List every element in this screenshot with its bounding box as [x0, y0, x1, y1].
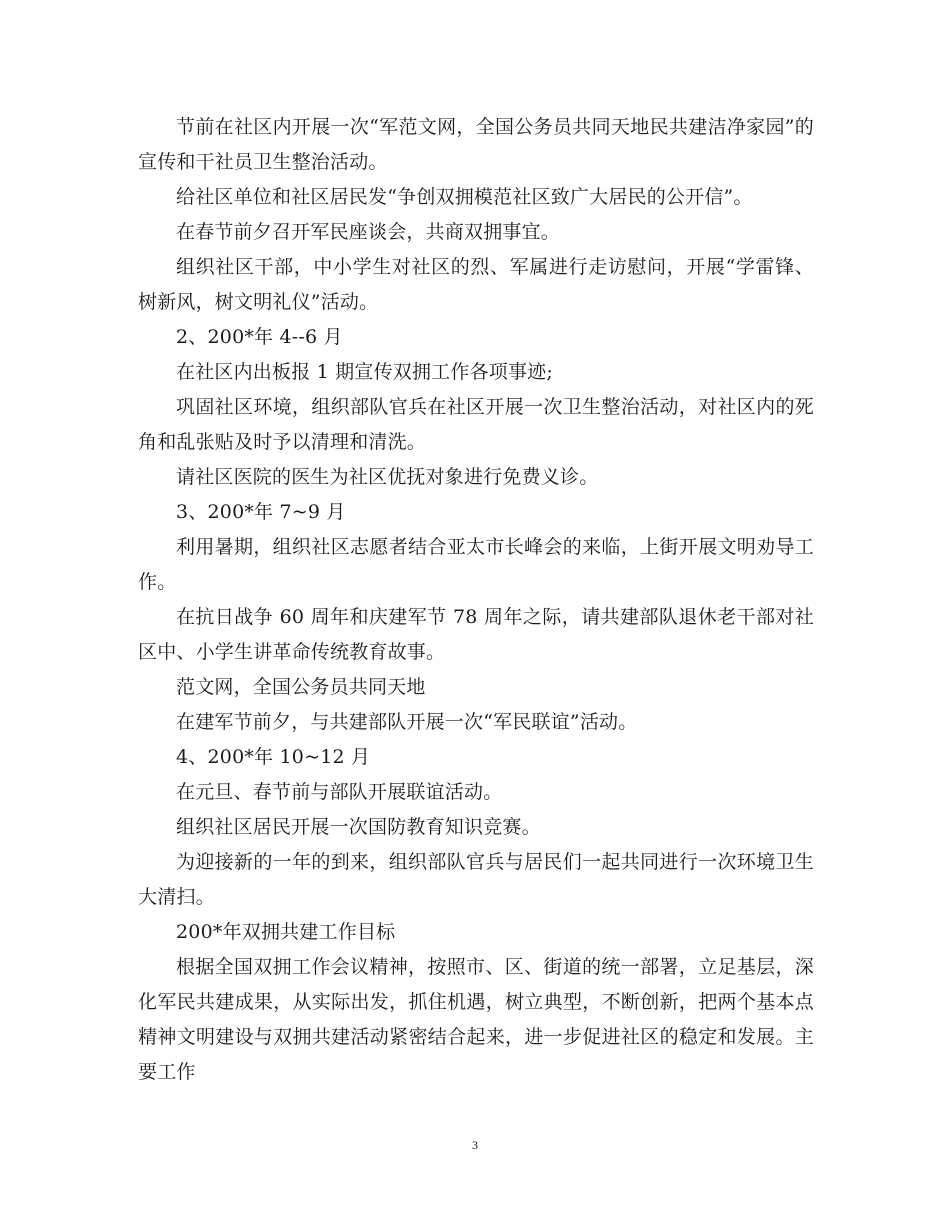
paragraph: 为迎接新的一年的到来，组织部队官兵与居民们一起共同进行一次环境卫生大清扫。 [138, 851, 814, 908]
paragraph: 在社区内出板报 1 期宣传双拥工作各项事迹; [176, 361, 553, 383]
paragraph: 利用暑期，组织社区志愿者结合亚太市长峰会的来临，上街开展文明劝导工作。 [138, 536, 814, 593]
paragraph: 请社区医院的医生为社区优抚对象进行免费义诊。 [176, 466, 599, 488]
paragraph: 根据全国双拥工作会议精神，按照市、区、街道的统一部署，立足基层，深化军民共建成果，从实际出发，抓住机遇，树立典型，不断创新，把两个基本点精神文明建设与双拥共建活动紧密结合起来，进一步促进社区的稳定和发展。主要工作 [138, 956, 814, 1083]
section-heading: 3、200*年 7~9 月 [176, 501, 346, 523]
paragraph: 在元旦、春节前与部队开展联谊活动。 [176, 781, 503, 803]
section-heading: 4、200*年 10~12 月 [176, 746, 371, 768]
paragraph: 巩固社区环境，组织部队官兵在社区开展一次卫生整治活动，对社区内的死角和乱张贴及时予以清理和清洗。 [138, 396, 814, 453]
paragraph: 组织社区干部，中小学生对社区的烈、军属进行走访慰问，开展“学雷锋、树新风，树文明礼仪”活动。 [138, 256, 814, 313]
paragraph: 给社区单位和社区居民发“争创双拥模范社区致广大居民的公开信”。 [176, 186, 753, 208]
paragraph: 组织社区居民开展一次国防教育知识竞赛。 [176, 816, 541, 838]
paragraph: 在春节前夕召开军民座谈会，共商双拥事宜。 [176, 221, 561, 243]
page-number: 3 [472, 1138, 478, 1152]
paragraph: 范文网，全国公务员共同天地 [176, 676, 426, 698]
paragraph: 在建军节前夕，与共建部队开展一次“军民联谊”活动。 [176, 711, 638, 733]
document-body [138, 110, 814, 1090]
section-heading: 2、200*年 4--6 月 [176, 326, 343, 348]
section-heading: 200*年双拥共建工作目标 [176, 921, 396, 943]
paragraph: 在抗日战争 60 周年和庆建军节 78 周年之际，请共建部队退休老干部对社区中、小学生讲革命传统教育故事。 [138, 606, 814, 663]
paragraph: 节前在社区内开展一次“军范文网，全国公务员共同天地民共建洁净家园”的宣传和干社员卫生整治活动。 [138, 116, 814, 173]
